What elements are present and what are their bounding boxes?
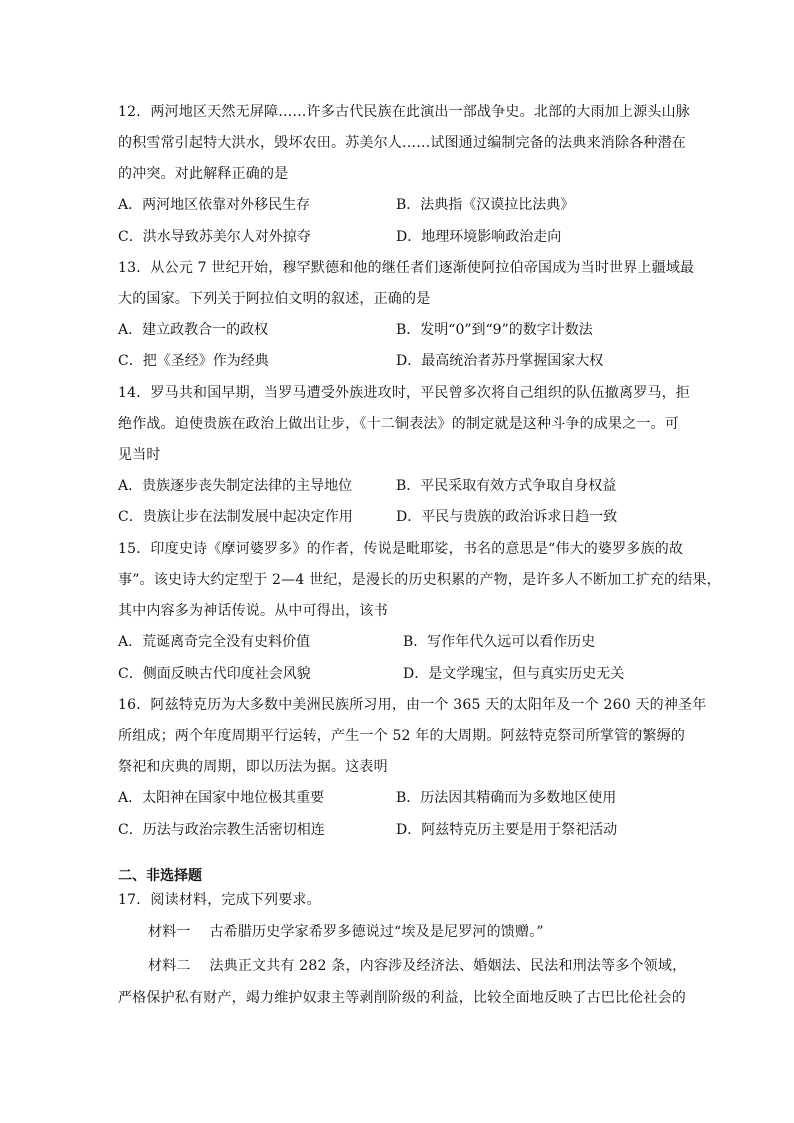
q12-line-2: 的积雪常引起特大洪水，毁坏农田。苏美尔人……试图通过编制完备的法典来消除各种潜在	[118, 135, 686, 151]
q13-option-d[interactable]: D．最高统治者苏丹掌握国家大权	[396, 353, 604, 369]
q16-line-2: 所组成；两个年度周期平行运转，产生一个 52 年的大周期。阿兹特克祭司所掌管的繁缛的	[118, 728, 686, 744]
q15-option-d[interactable]: D．是文学瑰宝，但与真实历史无关	[403, 666, 625, 682]
material-1: 材料一 古希腊历史学家希罗多德说过“埃及是尼罗河的馈赠。”	[148, 924, 544, 940]
q15-option-b[interactable]: B．写作年代久远可以看作历史	[403, 634, 596, 650]
q15-option-a[interactable]: A．荒诞离奇完全没有史料价值	[118, 634, 311, 650]
q16-option-a[interactable]: A．太阳神在国家中地位极其重要	[118, 790, 325, 806]
q12-line-3: 的冲突。对此解释正确的是	[118, 166, 289, 182]
q16-line-3: 祭祀和庆典的周期，即以历法为据。这表明	[118, 759, 388, 775]
material-2-line-1: 材料二 法典正文共有 282 条，内容涉及经济法、婚姻法、民法和刑法等多个领域，	[148, 958, 687, 974]
q15-line-2: 事”。该史诗大约定型于 2—4 世纪，是漫长的历史积累的产物，是许多人不断加工扩充的结果，	[118, 572, 721, 588]
q13-option-c[interactable]: C．把《圣经》作为经典	[118, 353, 269, 369]
material-2-line-2: 严格保护私有财产，竭力维护奴隶主等剥削阶级的利益，比较全面地反映了古巴比伦社会的	[118, 990, 686, 1006]
q13-line-2: 大的国家。下列关于阿拉伯文明的叙述，正确的是	[118, 291, 431, 307]
q14-line-2: 绝作战。迫使贵族在政治上做出让步，《十二铜表法》的制定就是这种斗争的成果之一。可	[118, 416, 679, 432]
q13-option-b[interactable]: B．发明“0”到“9”的数字计数法	[396, 322, 593, 338]
q13-line-1: 13．从公元 7 世纪开始，穆罕默德和他的继任者们逐渐使阿拉伯帝国成为当时世界上疆域最	[118, 260, 695, 276]
q16-option-b[interactable]: B．历法因其精确而为多数地区使用	[396, 790, 617, 806]
q12-option-b[interactable]: B．法典指《汉谟拉比法典》	[396, 197, 575, 213]
section-title: 二、非选择题	[118, 868, 202, 884]
q17-prompt: 17．阅读材料，完成下列要求。	[118, 892, 321, 908]
q14-option-c[interactable]: C．贵族让步在法制发展中起决定作用	[118, 509, 353, 525]
q14-option-b[interactable]: B．平民采取有效方式争取自身权益	[396, 478, 617, 494]
q16-line-1: 16．阿兹特克历为大多数中美洲民族所习用，由一个 365 天的太阳年及一个 260 天的神圣年	[118, 697, 707, 713]
q13-option-a[interactable]: A．建立政教合一的政权	[118, 322, 269, 338]
q14-line-3: 见当时	[118, 447, 161, 463]
q14-option-d[interactable]: D．平民与贵族的政治诉求日趋一致	[396, 509, 618, 525]
q12-option-d[interactable]: D．地理环境影响政治走向	[396, 229, 562, 245]
q15-line-3: 其中内容多为神话传说。从中可得出，该书	[118, 603, 388, 619]
q12-option-a[interactable]: A．两河地区依靠对外移民生存	[118, 197, 311, 213]
q14-option-a[interactable]: A．贵族逐步丧失制定法律的主导地位	[118, 478, 353, 494]
q12-option-c[interactable]: C．洪水导致苏美尔人对外掠夺	[118, 229, 311, 245]
q15-option-c[interactable]: C．侧面反映古代印度社会风貌	[118, 666, 311, 682]
q12-line-1: 12．两河地区天然无屏障……许多古代民族在此演出一部战争史。北部的大雨加上源头山脉	[118, 104, 691, 120]
q16-option-c[interactable]: C．历法与政治宗教生活密切相连	[118, 822, 325, 838]
q14-line-1: 14．罗马共和国早期，当罗马遭受外族进攻时，平民曾多次将自己组织的队伍撤离罗马，拒	[118, 385, 691, 401]
q15-line-1: 15．印度史诗《摩诃婆罗多》的作者，传说是毗耶娑，书名的意思是“伟大的婆罗多族的故	[118, 541, 684, 557]
q16-option-d[interactable]: D．阿兹特克历主要是用于祭祀活动	[396, 822, 618, 838]
